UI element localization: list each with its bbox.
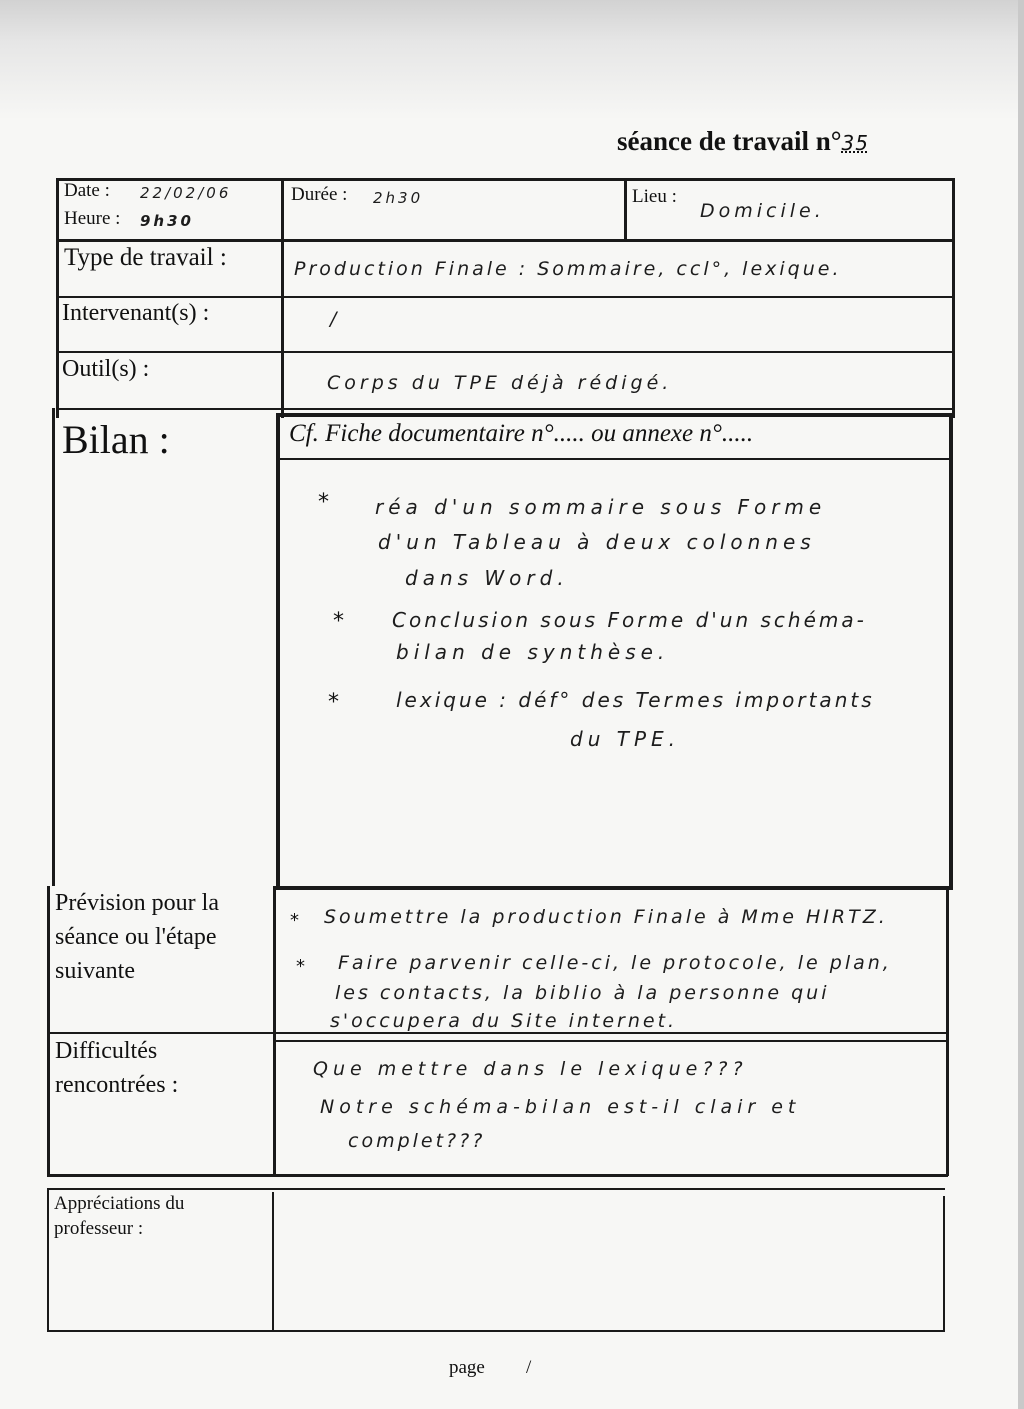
teacher-comment-area[interactable] [276, 1196, 940, 1328]
difficulties-line-3: complet??? [348, 1130, 486, 1152]
teacher-label-line-1: Appréciations du [54, 1193, 185, 1214]
next-steps-label-line-3: suivante [55, 958, 135, 984]
title-text: séance de travail n° [617, 126, 842, 156]
bilan-box-bottom [276, 886, 953, 890]
page-title [617, 126, 869, 157]
session-number: 35 [841, 131, 869, 155]
next-steps-item-2-line-1: Faire parvenir celle-ci, le protocole, le plan, [338, 952, 892, 974]
form-right-border [952, 178, 955, 418]
lower-left-border [47, 886, 50, 1176]
difficulties-label-line-1: Difficultés [55, 1038, 158, 1064]
place-column-divider [624, 178, 627, 241]
bilan-item-3-line-1: lexique : déf° des Termes importants [396, 688, 875, 712]
teacher-label-divider [272, 1192, 274, 1332]
next-steps-bullet-2: * [296, 956, 305, 977]
place-label: Lieu : [632, 186, 677, 207]
participants-divider [56, 351, 954, 353]
tools-value: Corps du TPE déjà rédigé. [327, 372, 673, 394]
time-label: Heure : [64, 208, 121, 229]
time-value: 9h30 [140, 212, 194, 230]
difficulties-label-line-2: rencontrées : [55, 1072, 179, 1098]
bilan-box-left [276, 413, 280, 890]
lower-label-divider [273, 886, 276, 1176]
bilan-bullet-3: * [328, 690, 339, 715]
next-steps-item-2-line-3: s'occupera du Site internet. [330, 1010, 678, 1032]
page-separator: / [526, 1357, 532, 1378]
duration-label: Durée : [291, 184, 348, 205]
difficulties-line-2: Notre schéma-bilan est-il clair et [320, 1096, 801, 1118]
page-label: page [449, 1357, 485, 1378]
scan-shadow [0, 0, 1024, 120]
date-label: Date : [64, 180, 110, 201]
bilan-box-top [278, 413, 954, 417]
info-row-divider [56, 239, 954, 242]
bilan-bullet-2: * [333, 609, 344, 634]
bilan-item-3-line-2: du TPE. [570, 727, 680, 751]
participants-value: / [330, 308, 341, 330]
scan-edge [1018, 0, 1024, 1409]
bilan-box-right [949, 413, 953, 890]
next-steps-label-line-1: Prévision pour la [55, 890, 219, 916]
teacher-top-border [47, 1188, 945, 1190]
next-steps-bullet-1: * [290, 910, 299, 931]
next-steps-item-1-line-1: Soumettre la production Finale à Mme HIRTZ. [324, 906, 888, 928]
bilan-left-border [52, 408, 55, 886]
bilan-item-2-line-1: Conclusion sous Forme d'un schéma- [392, 608, 867, 632]
work-type-divider [56, 296, 954, 298]
bilan-bullet-1: * [318, 490, 329, 515]
bilan-item-1-line-3: dans Word. [405, 566, 569, 590]
tools-divider [56, 408, 954, 410]
bilan-label: Bilan : [62, 417, 170, 462]
lower-bottom-border [47, 1174, 948, 1177]
work-type-value: Production Finale : Sommaire, ccl°, lexique. [294, 258, 842, 280]
place-value: Domicile. [700, 200, 825, 222]
bilan-reference-divider [280, 458, 950, 460]
participants-label: Intervenant(s) : [62, 300, 210, 326]
teacher-bottom-border [47, 1330, 945, 1332]
date-value: 22/02/06 [140, 184, 232, 202]
tools-label: Outil(s) : [62, 356, 150, 382]
teacher-right-border [943, 1196, 945, 1332]
teacher-left-border [47, 1188, 49, 1332]
bilan-reference: Cf. Fiche documentaire n°..... ou annexe n°..... [289, 420, 754, 447]
duration-value: 2h30 [373, 189, 424, 207]
bilan-item-1-line-1: réa d'un sommaire sous Forme [375, 495, 827, 519]
next-steps-label-line-2: séance ou l'étape [55, 924, 217, 950]
difficulties-top-line [276, 1040, 946, 1042]
form-top-border [56, 178, 954, 181]
bilan-item-2-line-2: bilan de synthèse. [396, 640, 670, 664]
bilan-item-1-line-2: d'un Tableau à deux colonnes [378, 530, 816, 554]
next-steps-item-2-line-2: les contacts, la biblio à la personne qui [335, 982, 830, 1004]
difficulties-line-1: Que mettre dans le lexique??? [313, 1058, 748, 1080]
teacher-label-line-2: professeur : [54, 1218, 144, 1239]
next-steps-divider [47, 1032, 948, 1034]
work-type-label: Type de travail : [64, 244, 227, 271]
form-left-border [56, 178, 59, 418]
label-column-divider [281, 178, 284, 418]
